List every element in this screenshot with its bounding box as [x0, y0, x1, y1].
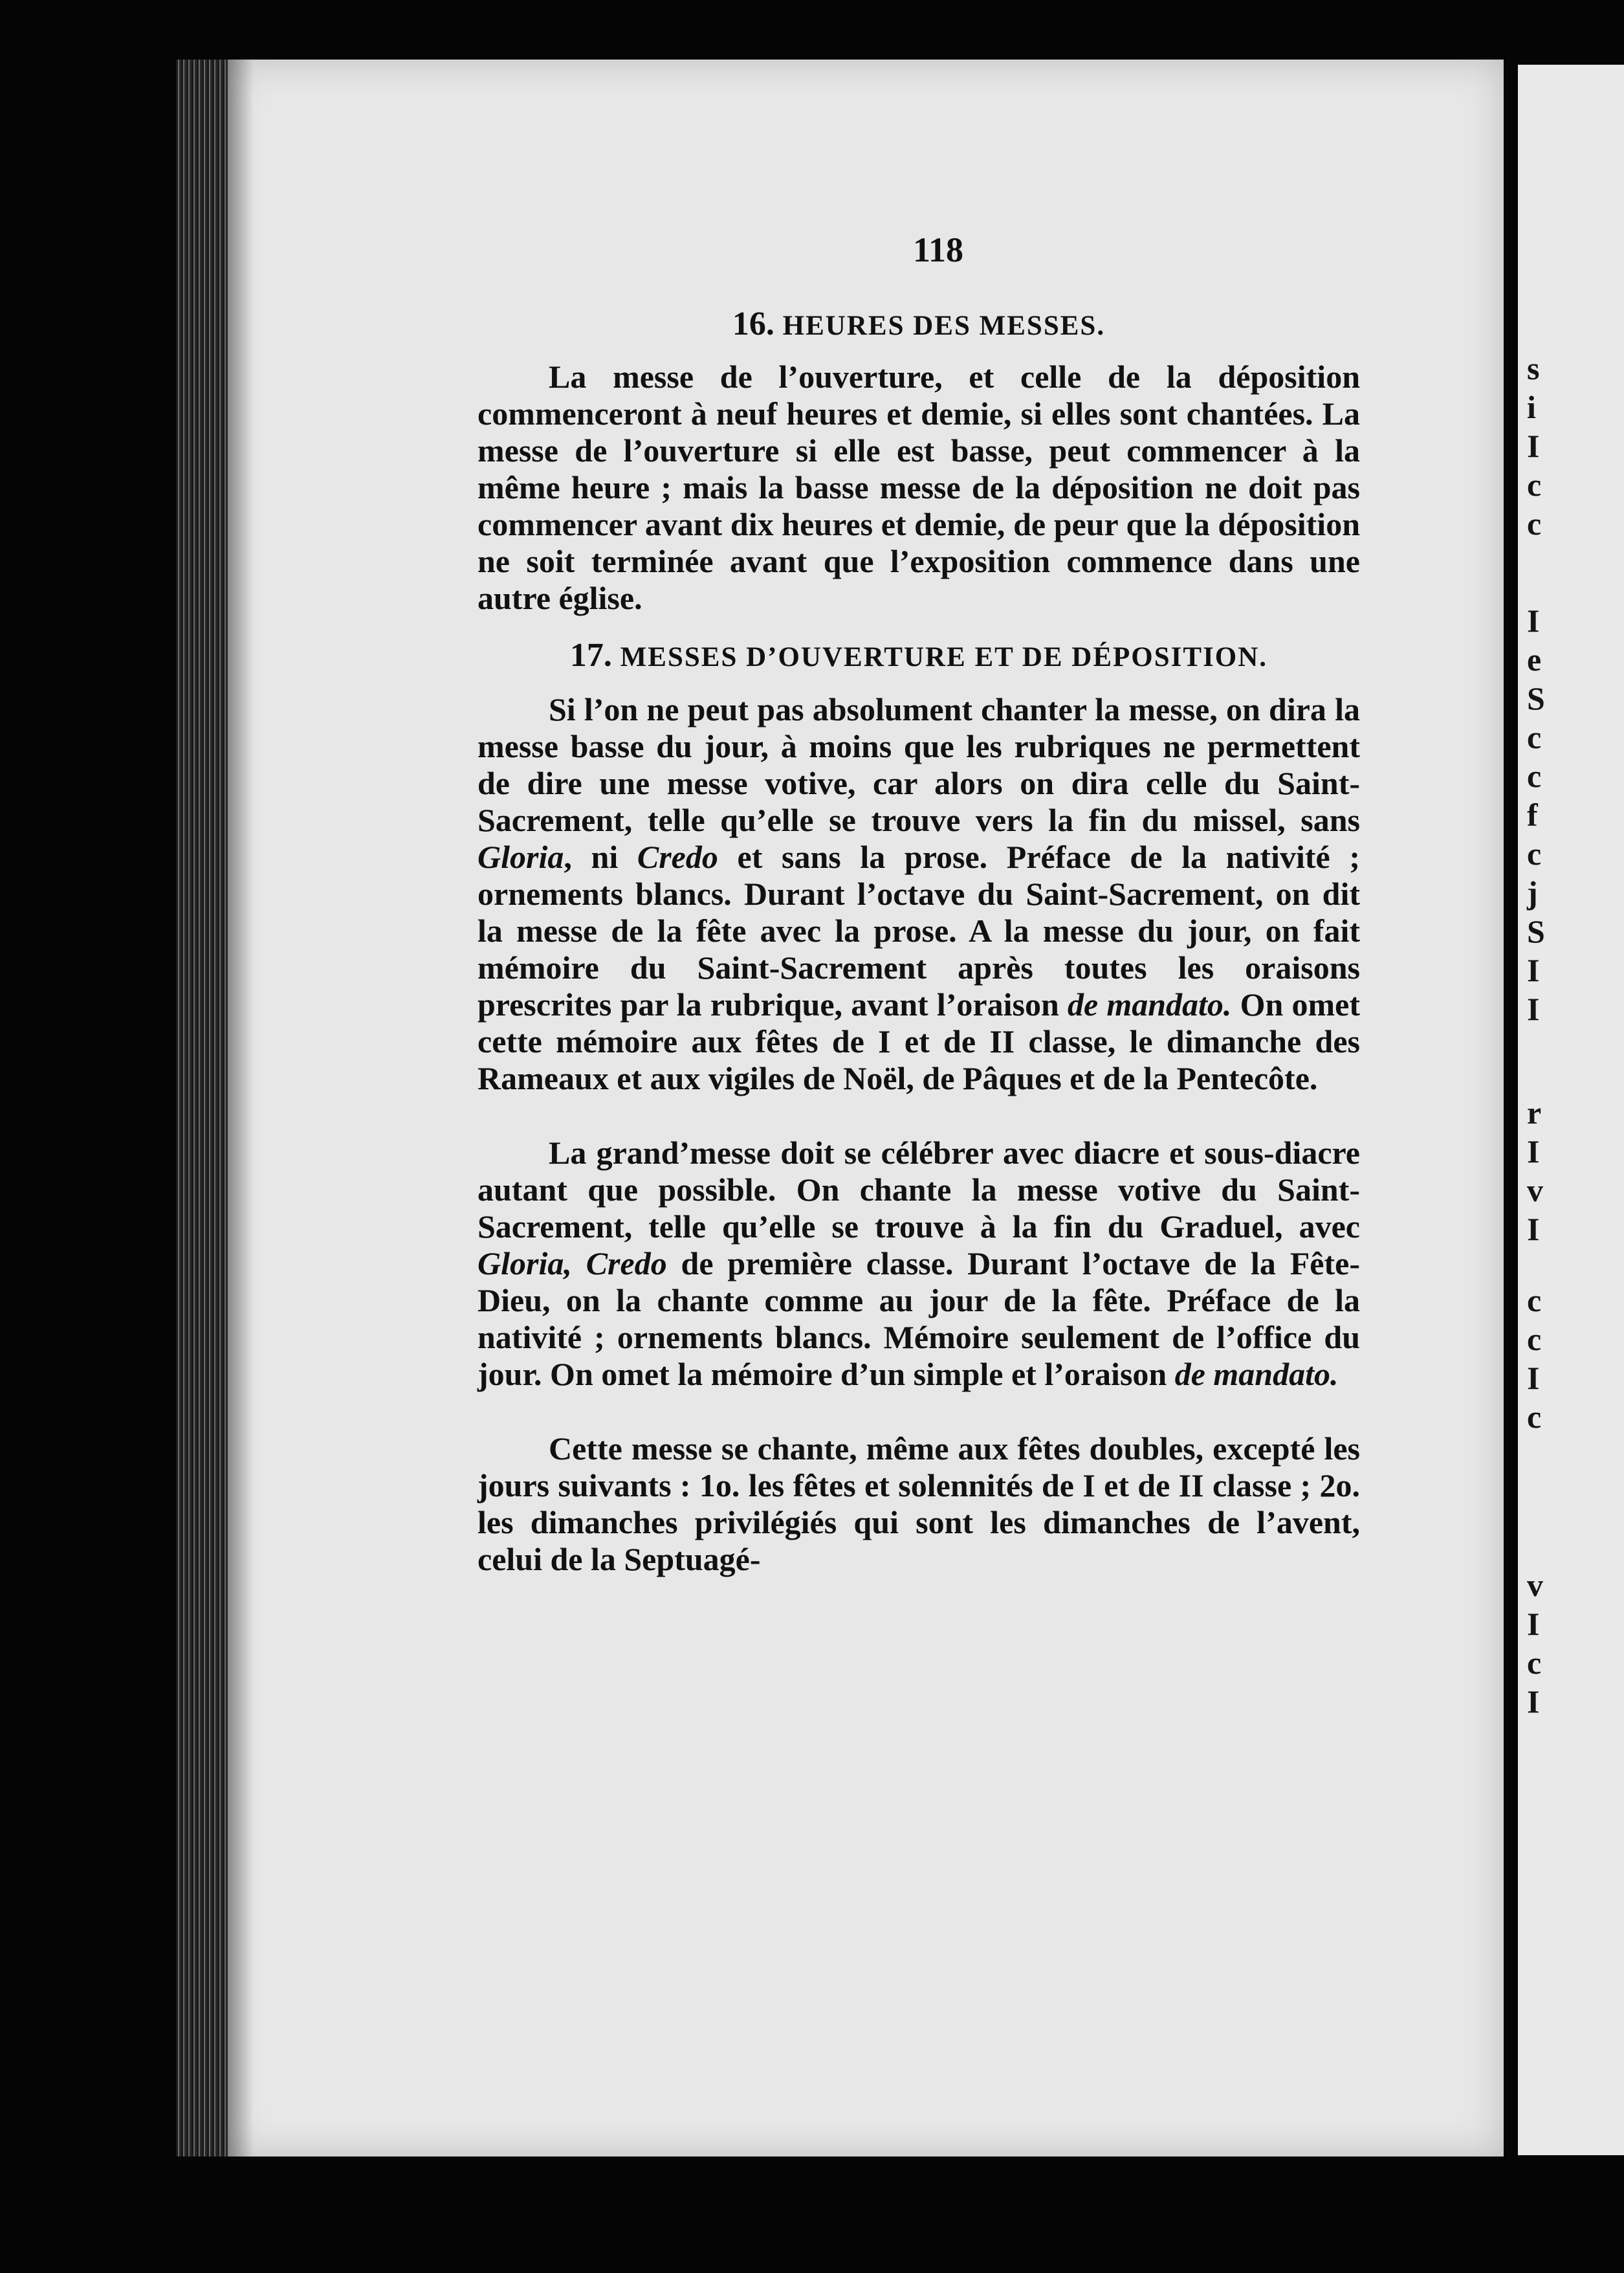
adjacent-page-fragment: I	[1527, 1360, 1540, 1396]
text-run: de première classe. Durant l’octave de la Fête-Dieu, on la chante comme au jour de la fête. Préface de la nativité ; ornements blancs. Mémoire seulement de l’office du jour. On omet la mémoire d’un simple et l’oraison	[477, 1245, 1360, 1392]
paragraph: Cette messe se chante, même aux fêtes doubles, excepté les jours suivants : 1o. les fêtes et solennités de I et de II classe ; 2o. les dimanches privilégiés qui sont les dimanches de l’avent, celui de la Septuagé-	[477, 1430, 1360, 1577]
text-run: , ni	[564, 839, 637, 875]
adjacent-page-fragment: e	[1527, 641, 1542, 678]
section-number: 16.	[732, 305, 774, 342]
adjacent-page-fragment: I	[1527, 1133, 1540, 1170]
paragraph	[477, 1135, 1360, 1393]
section-heading	[477, 305, 1360, 343]
adjacent-page-fragment: c	[1527, 1282, 1542, 1318]
page-text	[477, 230, 1360, 1578]
adjacent-page-fragment: c	[1527, 467, 1542, 503]
adjacent-page-fragment: c	[1527, 1399, 1542, 1435]
adjacent-page-fragment: c	[1527, 1645, 1542, 1681]
text-run: et sans la prose. Préface de la nativité ; ornements blancs. Durant l’octave du Saint-Sacrement, on dit la messe de la fête avec la prose. A la messe du jour, on fait mémoire du Saint-Sacrement après toutes les oraisons prescrites par la rubrique, avant l’oraison	[477, 839, 1360, 1023]
adjacent-page-fragment: S	[1527, 680, 1545, 716]
page-edges	[176, 60, 233, 2157]
adjacent-page-fragment: s	[1527, 350, 1540, 386]
adjacent-page-fragment: v	[1527, 1172, 1543, 1208]
adjacent-page-fragment: c	[1527, 505, 1542, 542]
text-run: Si l’on ne peut pas absolument chanter la messe, on dira la messe basse du jour, à moins que les rubriques ne permettent de dire une messe votive, car alors on dira celle du Saint-Sacrement, telle qu’elle se trouve vers la fin du missel, sans	[477, 691, 1360, 838]
adjacent-page-fragment: I	[1527, 1683, 1540, 1720]
adjacent-page-fragment: I	[1527, 428, 1540, 464]
adjacent-page-fragment: I	[1527, 1211, 1540, 1247]
adjacent-page-fragment: r	[1527, 1094, 1542, 1131]
section-number: 17.	[569, 637, 612, 674]
italic-term: Gloria	[477, 839, 564, 875]
adjacent-page-fragment: c	[1527, 836, 1542, 872]
italic-term: Credo	[637, 839, 718, 875]
adjacent-page-fragment: I	[1527, 1606, 1540, 1642]
section-title: MESSES D’OUVERTURE ET DE DÉPOSITION.	[620, 642, 1268, 672]
section-title: HEURES DES MESSES.	[782, 311, 1106, 341]
page-number: 118	[912, 230, 964, 269]
adjacent-page-fragment: I	[1527, 991, 1540, 1027]
section-heading	[477, 636, 1360, 674]
text-run: La grand’messe doit se célébrer avec diacre et sous-diacre autant que possible. On chante la messe votive du Saint-Sacrement, telle qu’elle se trouve à la fin du Graduel, avec	[477, 1135, 1360, 1245]
italic-term: Gloria, Credo	[477, 1245, 667, 1281]
paragraph	[477, 691, 1360, 1097]
adjacent-page	[1518, 65, 1624, 2155]
italic-term: de mandato.	[1067, 986, 1232, 1023]
adjacent-page-fragment: c	[1527, 719, 1542, 755]
adjacent-page-fragment: j	[1527, 874, 1538, 911]
paragraph: La messe de l’ouverture, et celle de la déposition commenceront à neuf heures et demie, si elles sont chantées. La messe de l’ouverture si elle est basse, peut commencer à la même heure ; mais la basse messe de la déposition ne doit pas commencer avant dix heures et demie, de peur que la déposition ne soit terminée avant que l’exposition commence dans une autre église.	[477, 359, 1360, 616]
adjacent-page-fragment: S	[1527, 913, 1545, 949]
italic-term: de mandato.	[1174, 1356, 1339, 1392]
adjacent-page-fragment: i	[1527, 389, 1536, 425]
adjacent-page-fragment: c	[1527, 1321, 1542, 1357]
adjacent-page-fragment: f	[1527, 797, 1538, 833]
adjacent-page-fragment: c	[1527, 758, 1542, 794]
text-run: On omet cette mémoire aux fêtes de I et de II classe, le dimanche des Rameaux et aux vigiles de Noël, de Pâques et de la Pentecôte.	[477, 986, 1360, 1096]
adjacent-page-fragment: v	[1527, 1567, 1543, 1603]
adjacent-page-fragment: I	[1527, 952, 1540, 988]
adjacent-page-fragment: I	[1527, 603, 1540, 639]
